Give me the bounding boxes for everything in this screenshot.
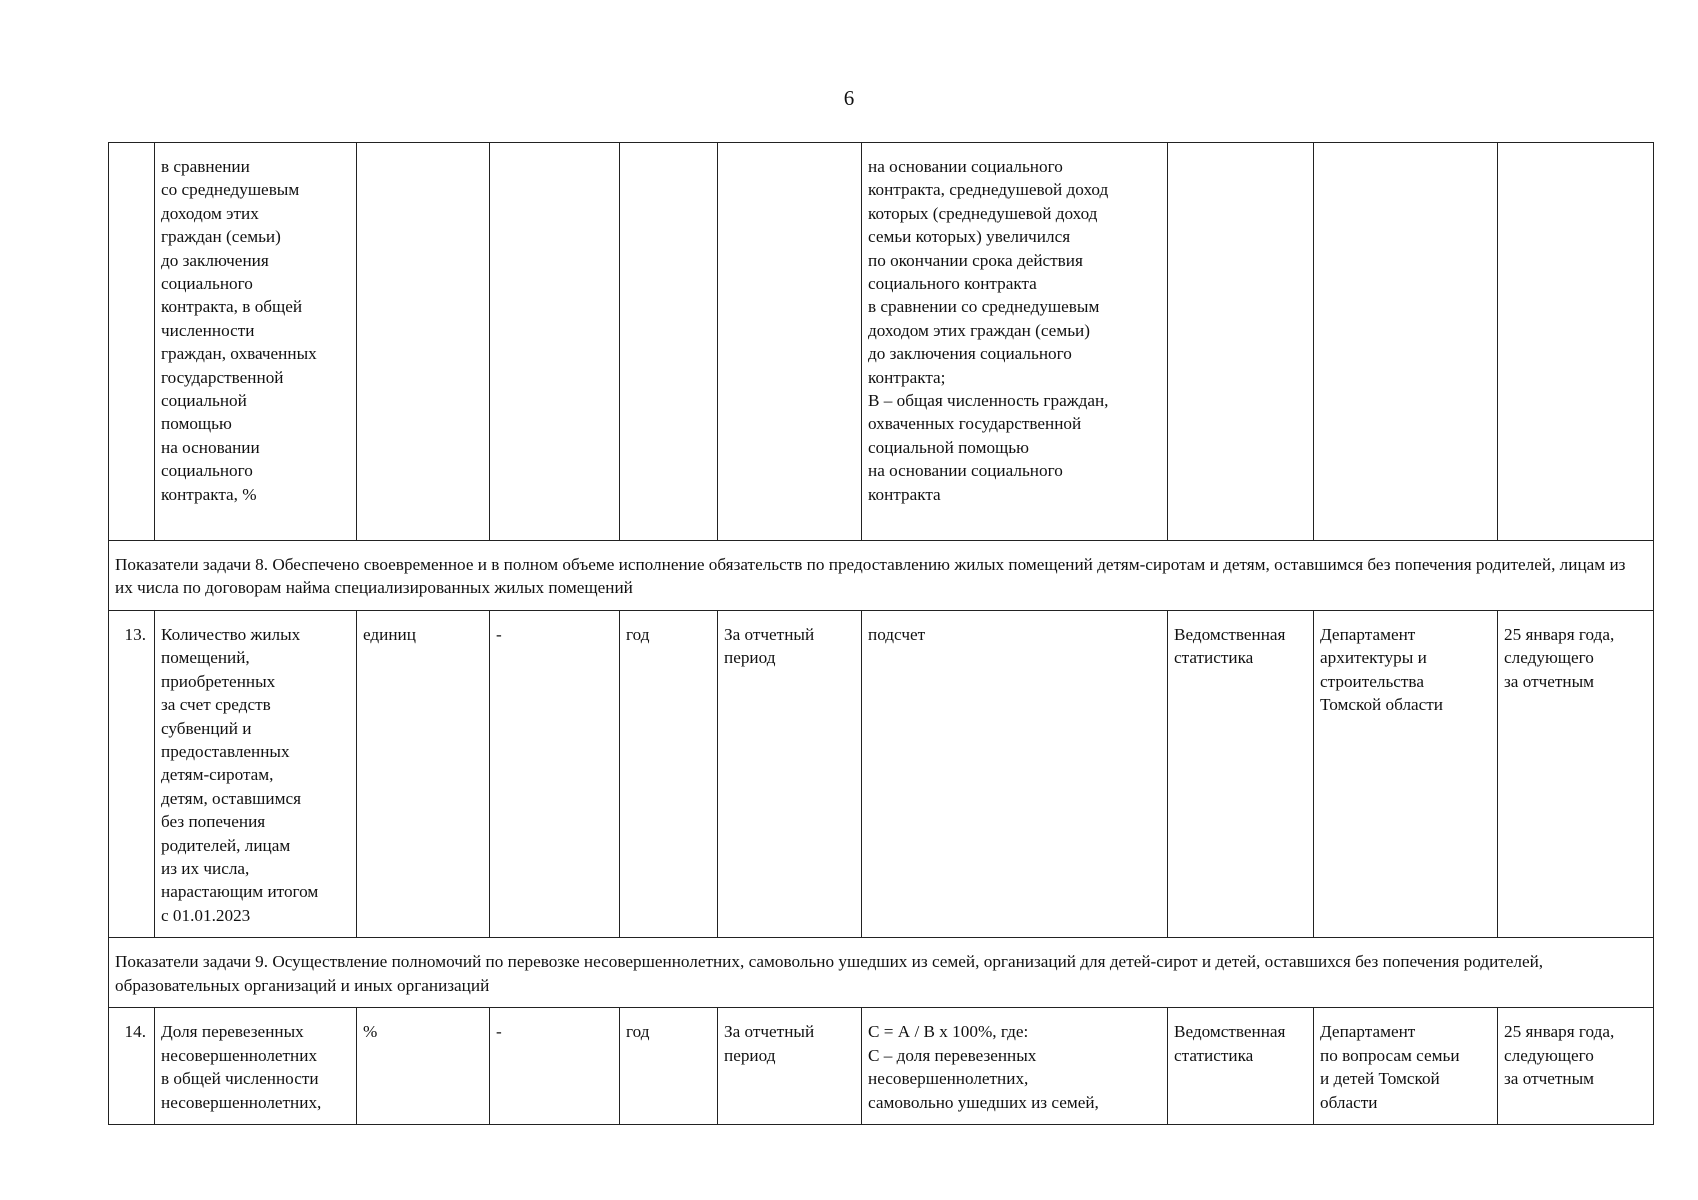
deadline-cell xyxy=(1498,143,1654,541)
type-cell xyxy=(490,143,620,541)
indicators-table xyxy=(108,142,1654,1125)
task8-header: Показатели задачи 8. Обеспечено своевременное и в полном объеме исполнение обязательств по предоставлению жилых помещений детям-сиротам и детям, оставшимся без попечения родителей, лицам из их числа по договорам найма специализированных жилых помещений xyxy=(109,541,1654,611)
period-cell xyxy=(718,143,862,541)
periodicity-cell: год xyxy=(620,1008,718,1125)
source-cell xyxy=(1168,143,1314,541)
periodicity-cell: год xyxy=(620,611,718,938)
task9-header: Показатели задачи 9. Осуществление полномочий по перевозке несовершеннолетних, самовольно ушедших из семей, организаций для детей-сирот и детей, оставшихся без попечения родителей, образовательных организаций и иных организаций xyxy=(109,938,1654,1008)
unit-cell: % xyxy=(357,1008,490,1125)
responsible-cell: Департамент по вопросам семьи и детей Томской области xyxy=(1314,1008,1498,1125)
responsible-cell: Департамент архитектуры и строительства Томской области xyxy=(1314,611,1498,938)
period-cell: За отчетный период xyxy=(718,611,862,938)
unit-cell xyxy=(357,143,490,541)
row-number-cell: 14. xyxy=(109,1008,155,1125)
periodicity-cell xyxy=(620,143,718,541)
deadline-cell: 25 января года, следующего за отчетным xyxy=(1498,1008,1654,1125)
indicator-name-cell: Доля перевезенных несовершеннолетних в общей численности несовершеннолетних, xyxy=(155,1008,357,1125)
row-number-cell: 13. xyxy=(109,611,155,938)
unit-cell: единиц xyxy=(357,611,490,938)
type-cell: - xyxy=(490,1008,620,1125)
continuation-row xyxy=(109,143,1654,541)
period-cell: За отчетный период xyxy=(718,1008,862,1125)
page-number: 6 xyxy=(843,86,855,110)
type-cell: - xyxy=(490,611,620,938)
method-cell: на основании социального контракта, среднедушевой доход которых (среднедушевой доход семьи которых) увеличился по окончании срока действия социального контракта в сравнении со среднедушевым доходом этих граждан (семьи) до заключения социального контракта; В – общая численность граждан, охваченных государственной социальной помощью на основании социального контракта xyxy=(862,143,1168,541)
source-cell: Ведомственная статистика xyxy=(1168,1008,1314,1125)
task8-header-row xyxy=(109,541,1654,611)
source-cell: Ведомственная статистика xyxy=(1168,611,1314,938)
task9-header-row xyxy=(109,938,1654,1008)
deadline-cell: 25 января года, следующего за отчетным xyxy=(1498,611,1654,938)
table-row-14 xyxy=(109,1008,1654,1125)
row-number-cell xyxy=(109,143,155,541)
method-cell: С = А / В х 100%, где: С – доля перевезенных несовершеннолетних, самовольно ушедших из семей, xyxy=(862,1008,1168,1125)
method-cell: подсчет xyxy=(862,611,1168,938)
table-row-13 xyxy=(109,611,1654,938)
indicator-name-cell: Количество жилых помещений, приобретенных за счет средств субвенций и предоставленных детям-сиротам, детям, оставшимся без попечения родителей, лицам из их числа, нарастающим итогом с 01.01.2023 xyxy=(155,611,357,938)
responsible-cell xyxy=(1314,143,1498,541)
indicator-name-cell: в сравнении со среднедушевым доходом этих граждан (семьи) до заключения социального контракта, в общей численности граждан, охваченных государственной социальной помощью на основании социального контракта, % xyxy=(155,143,357,541)
